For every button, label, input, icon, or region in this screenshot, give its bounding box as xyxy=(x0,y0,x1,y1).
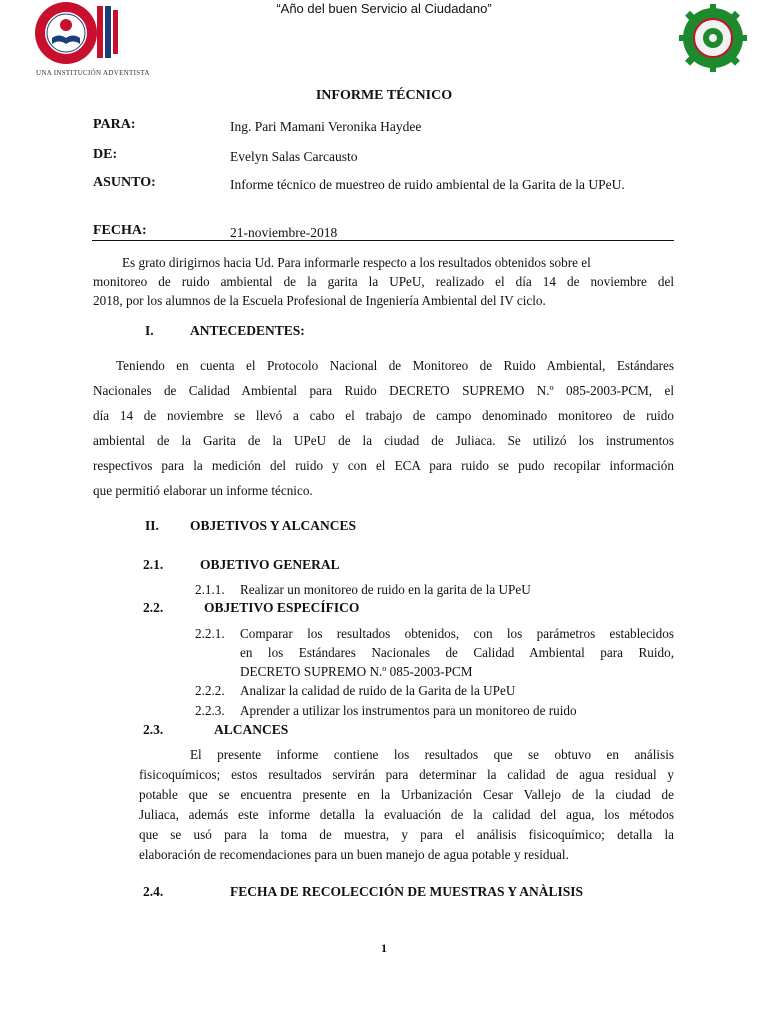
engineering-faculty-logo xyxy=(674,4,752,72)
alcances-line-5: que se usó para la toma de muestra, y para el análisis fisicoquímico; detalla la xyxy=(139,827,674,842)
university-logo xyxy=(30,0,130,78)
antecedentes-line-4: ambiental de la Garita de la UPeU de la ciudad de Juliaca. Se utilizó los instrumentos xyxy=(93,433,674,448)
page-number: 1 xyxy=(381,941,387,955)
item-2-2-1-number: 2.2.1. xyxy=(195,626,225,641)
section-2-3-title: ALCANCES xyxy=(214,722,289,737)
fecha-value: 21-noviembre-2018 xyxy=(230,225,338,240)
section-2-2-title: OBJETIVO ESPECÍFICO xyxy=(204,600,360,615)
section-2-1-title: OBJETIVO GENERAL xyxy=(200,557,340,572)
item-2-2-1-line-1: Comparar los resultados obtenidos, con los parámetros establecidos xyxy=(240,626,674,641)
item-2-2-2-text: Analizar la calidad de ruido de la Garita de la UPeU xyxy=(240,683,516,698)
para-label: PARA: xyxy=(93,117,136,132)
antecedentes-line-6: que permitió elaborar un informe técnico. xyxy=(93,483,313,498)
alcances-line-6: elaboración de recomendaciones para un buen manejo de agua potable y residual. xyxy=(139,847,569,862)
alcances-line-3: potable que se encuentra presente en la Urbanización Cesar Vallejo de la ciudad de xyxy=(139,787,674,802)
de-value: Evelyn Salas Carcausto xyxy=(230,149,358,164)
antecedentes-line-3: día 14 de noviembre se llevó a cabo el trabajo de campo denominado monitoreo de ruido xyxy=(93,408,674,423)
antecedentes-line-5: respectivos para la medición del ruido y con el ECA para ruido se pudo recopilar información xyxy=(93,458,674,473)
intro-line-2: monitoreo de ruido ambiental de la garita la UPeU, realizado el día 14 de noviembre del xyxy=(93,274,674,289)
para-value: Ing. Pari Mamani Veronika Haydee xyxy=(230,119,422,134)
section-2-3-number: 2.3. xyxy=(143,722,164,737)
header-motto: “Año del buen Servicio al Ciudadano” xyxy=(276,1,492,16)
alcances-line-2: fisicoquímicos; estos resultados servirán para determinar la calidad de agua residual y xyxy=(139,767,674,782)
item-2-1-1-text: Realizar un monitoreo de ruido en la garita de la UPeU xyxy=(240,582,531,597)
logo-caption: UNA INSTITUCIÓN ADVENTISTA xyxy=(36,69,150,77)
item-2-2-3-text: Aprender a utilizar los instrumentos para un monitoreo de ruido xyxy=(240,703,577,718)
item-2-1-1-number: 2.1.1. xyxy=(195,582,225,597)
fecha-label: FECHA: xyxy=(93,223,147,238)
item-2-2-3-number: 2.2.3. xyxy=(195,703,225,718)
intro-line-1: Es grato dirigirnos hacia Ud. Para informarle respecto a los resultados obtenidos sobre el xyxy=(122,255,591,270)
section-1-title: ANTECEDENTES: xyxy=(190,323,305,338)
intro-line-3: 2018, por los alumnos de la Escuela Profesional de Ingeniería Ambiental del IV ciclo. xyxy=(93,293,546,308)
section-2-number: II. xyxy=(145,518,159,533)
section-2-2-number: 2.2. xyxy=(143,600,164,615)
asunto-label: ASUNTO: xyxy=(93,175,156,190)
section-2-4-number: 2.4. xyxy=(143,884,164,899)
alcances-line-1: El presente informe contiene los resultados que se obtuvo en análisis xyxy=(190,747,674,762)
antecedentes-line-2: Nacionales de Calidad Ambiental para Ruido DECRETO SUPREMO N.º 085-2003-PCM, el xyxy=(93,383,674,398)
item-2-2-1-line-3: DECRETO SUPREMO N.º 085-2003-PCM xyxy=(240,664,473,679)
asunto-value: Informe técnico de muestreo de ruido ambiental de la Garita de la UPeU. xyxy=(230,177,625,192)
header-divider xyxy=(92,240,674,241)
alcances-line-4: Juliaca, además este informe detalla la evaluación de la calidad del agua, los métodos xyxy=(139,807,674,822)
item-2-2-1-line-2: en los Estándares Nacionales de Calidad Ambiental para Ruido, xyxy=(240,645,674,660)
section-1-number: I. xyxy=(145,323,154,338)
de-label: DE: xyxy=(93,147,118,162)
section-2-1-number: 2.1. xyxy=(143,557,164,572)
document-title: INFORME TÉCNICO xyxy=(315,88,453,103)
item-2-2-2-number: 2.2.2. xyxy=(195,683,225,698)
antecedentes-line-1: Teniendo en cuenta el Protocolo Nacional de Monitoreo de Ruido Ambiental, Estándares xyxy=(116,358,674,373)
section-2-4-title: FECHA DE RECOLECCIÓN DE MUESTRAS Y ANÀLISIS xyxy=(230,884,584,899)
section-2-title: OBJETIVOS Y ALCANCES xyxy=(190,518,357,533)
